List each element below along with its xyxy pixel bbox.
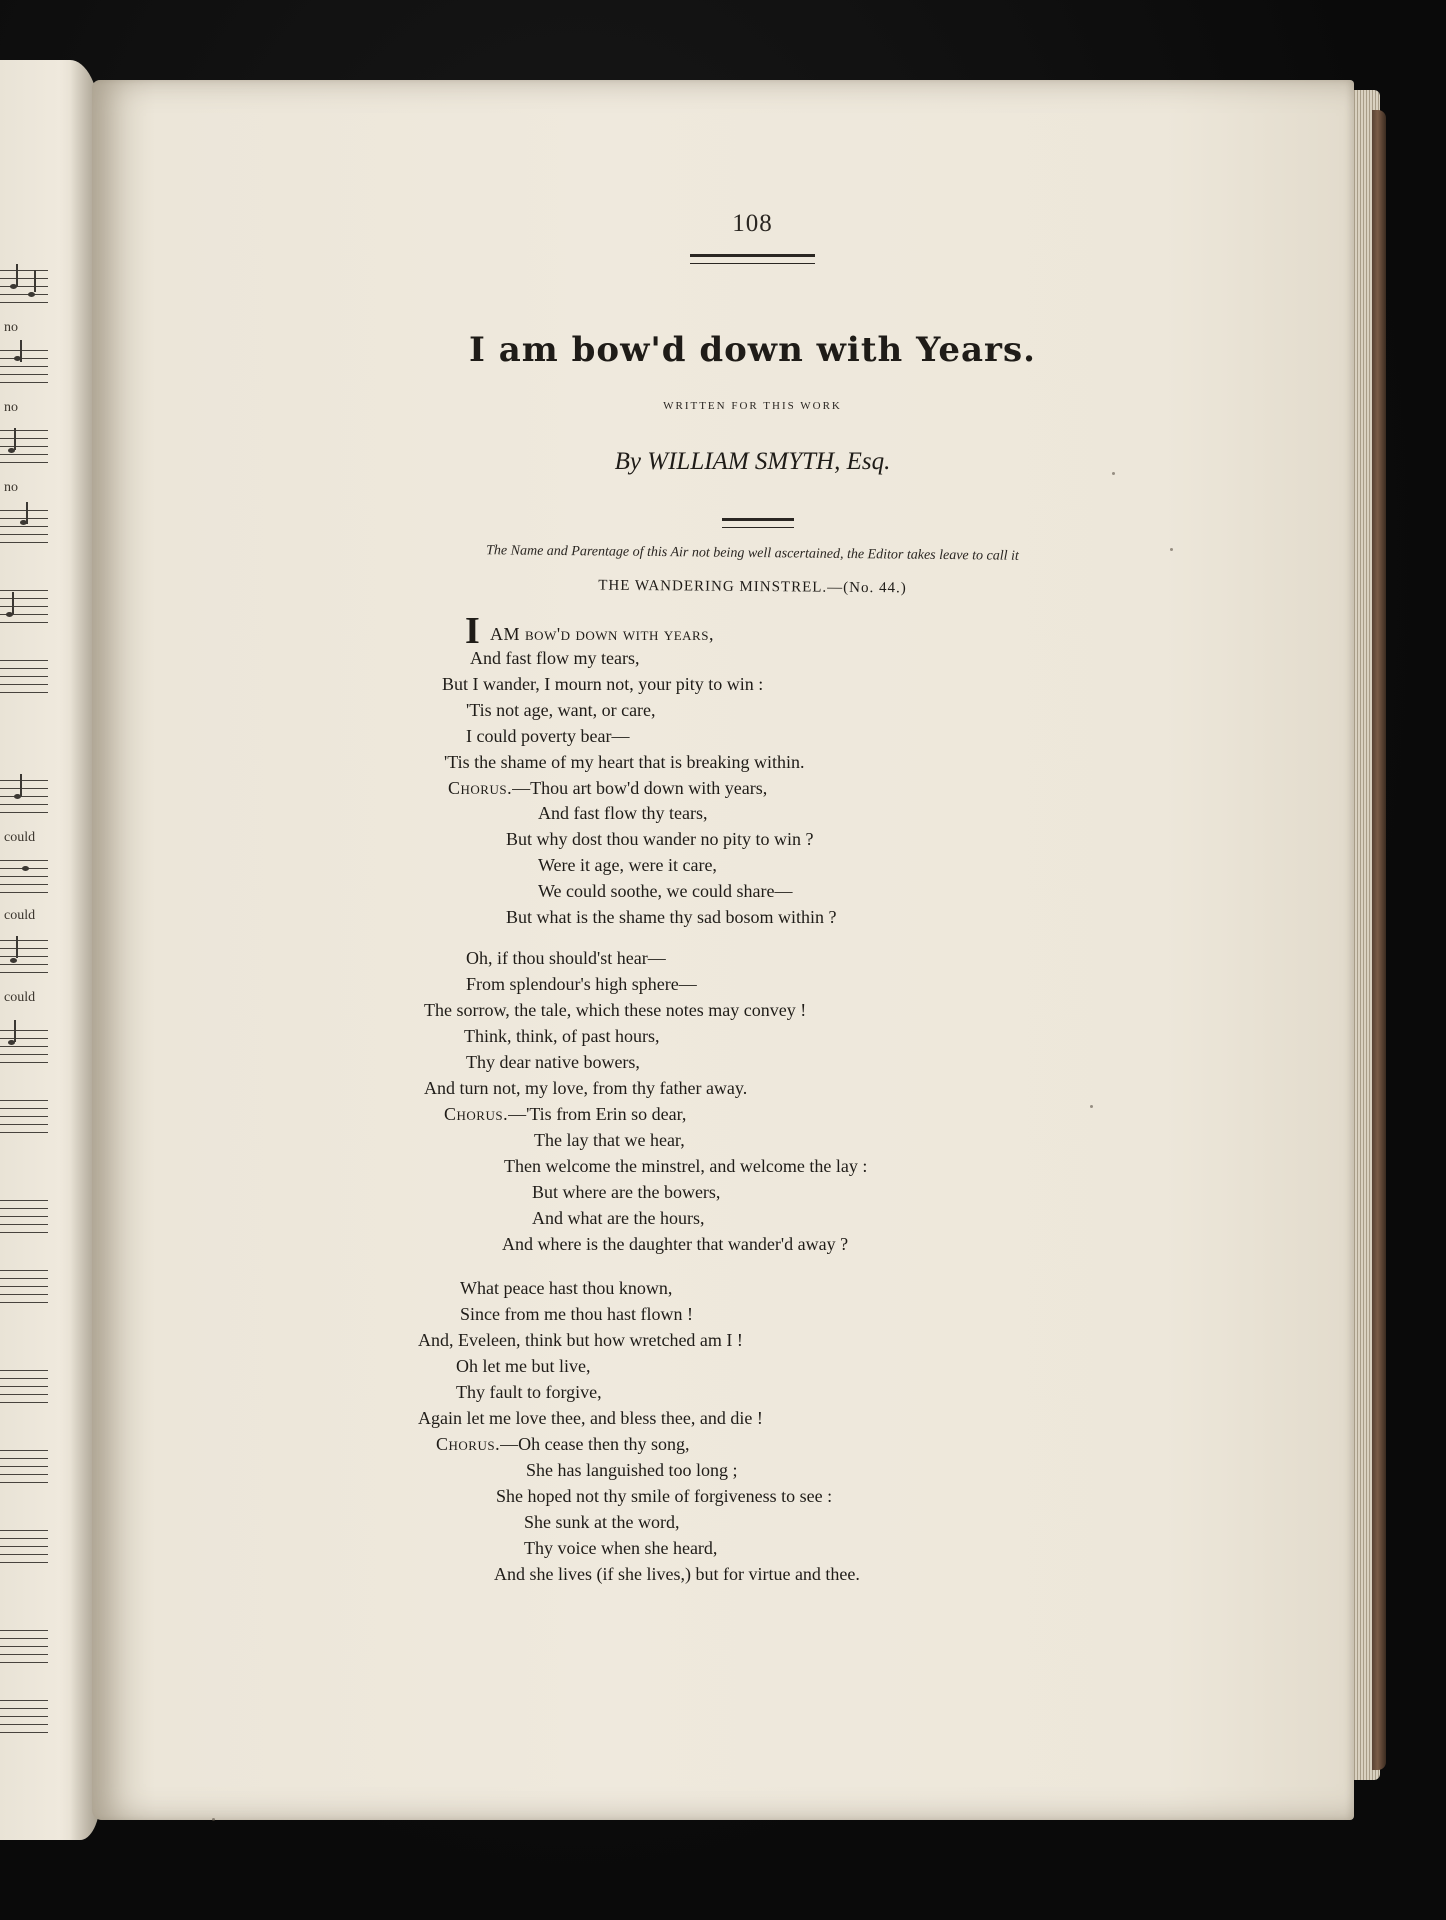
chorus-line: And what are the hours, [532, 1208, 705, 1228]
chorus-line: And she lives (if she lives,) but for virtue and thee. [494, 1564, 860, 1584]
chorus-line: But why dost thou wander no pity to win ? [506, 829, 814, 849]
margin-word: could [4, 830, 36, 845]
poem-line: Again let me love thee, and bless thee, and die ! [418, 1408, 763, 1428]
chorus-label: Chorus. [436, 1434, 501, 1454]
poem-line: I could poverty bear— [466, 726, 630, 746]
subtitle: WRITTEN FOR THIS WORK [663, 400, 842, 412]
paper-speck [1090, 1105, 1093, 1108]
chorus-label: Chorus. [444, 1104, 509, 1124]
paper-speck [212, 1818, 215, 1821]
poem-line: What peace hast thou known, [460, 1278, 673, 1298]
poem-line: Thy dear native bowers, [466, 1052, 640, 1072]
poem-line: AM bow'd down with years, [490, 624, 714, 644]
poem-line: Oh, if thou should'st hear— [466, 948, 666, 968]
intro-note: The Name and Parentage of this Air not being well ascertained, the Editor takes leave to call it [486, 543, 1019, 564]
air-name: THE WANDERING MINSTREL.—(No. 44.) [598, 577, 907, 597]
paper-speck [1112, 472, 1115, 475]
chorus-line: But what is the shame thy sad bosom within ? [506, 907, 837, 927]
byline: By WILLIAM SMYTH, Esq. [614, 448, 891, 475]
margin-word: could [4, 990, 36, 1005]
poem-line: The sorrow, the tale, which these notes may convey ! [424, 1000, 807, 1020]
chorus-line: She hoped not thy smile of forgiveness to see : [496, 1486, 833, 1506]
drop-cap: I [465, 610, 480, 652]
margin-word: no [4, 400, 18, 415]
poem-line: But I wander, I mourn not, your pity to win : [442, 674, 764, 694]
poem-line: And turn not, my love, from thy father away. [424, 1078, 748, 1098]
chorus-line: Chorus.—Oh cease then thy song, [436, 1434, 690, 1454]
poem-line: Since from me thou hast flown ! [460, 1304, 693, 1324]
chorus-line: Thy voice when she heard, [524, 1538, 718, 1558]
chorus-line: She sunk at the word, [524, 1512, 680, 1532]
poem-line: 'Tis the shame of my heart that is breaking within. [444, 752, 805, 772]
chorus-line: Chorus.—'Tis from Erin so dear, [444, 1104, 687, 1124]
poem-line: And, Eveleen, think but how wretched am I ! [418, 1330, 743, 1350]
poem-line: Think, think, of past hours, [464, 1026, 660, 1046]
poem-line: Oh let me but live, [456, 1356, 591, 1376]
margin-word: no [4, 320, 18, 335]
poem-title: I am bow'd down with Years. [469, 330, 1036, 370]
page-number: 108 [732, 210, 773, 237]
margin-word: no [4, 480, 18, 495]
chorus-line: She has languished too long ; [526, 1460, 738, 1480]
chorus-line: Then welcome the minstrel, and welcome the lay : [504, 1156, 868, 1176]
chorus-line: We could soothe, we could share— [538, 881, 793, 901]
chorus-line: Were it age, were it care, [538, 855, 717, 875]
poem-line: 'Tis not age, want, or care, [466, 700, 656, 720]
poem-line: Thy fault to forgive, [456, 1382, 602, 1402]
poem-line: And fast flow my tears, [470, 648, 640, 668]
chorus-line: And where is the daughter that wander'd away ? [502, 1234, 849, 1254]
chorus-label: Chorus. [448, 778, 513, 798]
chorus-line: The lay that we hear, [534, 1130, 685, 1150]
margin-word: could [4, 908, 36, 923]
chorus-line: Chorus.—Thou art bow'd down with years, [448, 778, 768, 798]
chorus-line: And fast flow thy tears, [538, 803, 708, 823]
chorus-line: But where are the bowers, [532, 1182, 721, 1202]
poem-line: From splendour's high sphere— [466, 974, 697, 994]
paper-speck [1170, 548, 1173, 551]
